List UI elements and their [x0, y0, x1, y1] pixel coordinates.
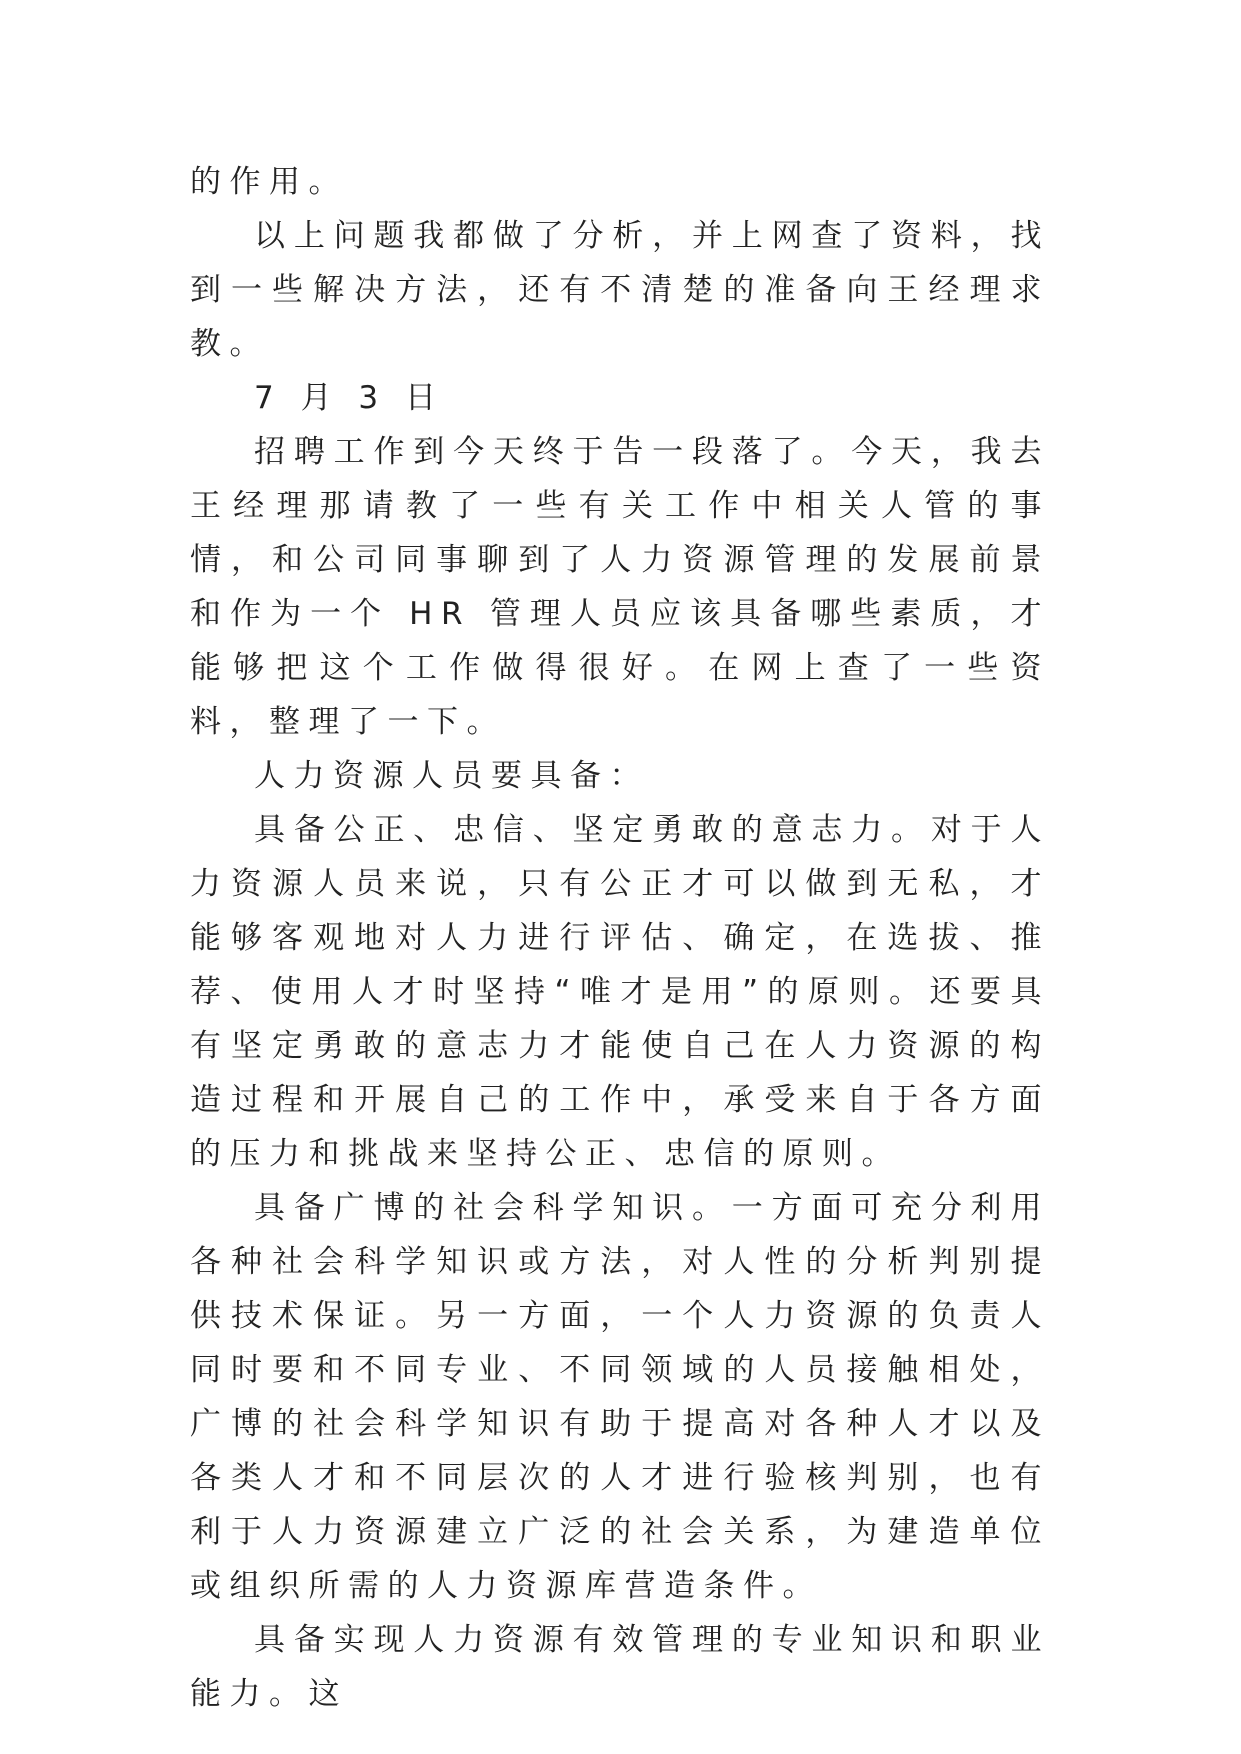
document-body: [190, 155, 1050, 1721]
paragraph: 人力资源人员要具备：: [254, 758, 649, 794]
paragraph: 具备实现人力资源有效管理的专业知识和职业能力。这: [190, 1622, 1050, 1712]
paragraph: 具备广博的社会科学知识。一方面可充分利用各种社会科学知识或方法，对人性的分析判别提供技术保证。另一方面，一个人力资源的负责人同时要和不同专业、不同领域的人员接触相处，广博的社会科学知识有助于提高对各种人才以及各类人才和不同层次的人才进行验核判别，也有利于人力资源建立广泛的社会关系，为建造单位或组织所需的人力资源库营造条件。: [190, 1190, 1050, 1604]
paragraph: 具备公正、忠信、坚定勇敢的意志力。对于人力资源人员来说，只有公正才可以做到无私，才能够客观地对人力进行评估、确定，在选拔、推荐、使用人才时坚持“唯才是用”的原则。还要具有坚定勇敢的意志力才能使自己在人力资源的构造过程和开展自己的工作中，承受来自于各方面的压力和挑战来坚持公正、忠信的原则。: [190, 812, 1050, 1172]
paragraph: 以上问题我都做了分析，并上网查了资料，找到一些解决方法，还有不清楚的准备向王经理求教。: [190, 218, 1050, 362]
paragraph: 招聘工作到今天终于告一段落了。今天，我去王经理那请教了一些有关工作中相关人管的事情，和公司同事聊到了人力资源管理的发展前景和作为一个 HR 管理人员应该具备哪些素质，才能够把这个工作做得很好。在网上查了一些资料，整理了一下。: [190, 434, 1050, 740]
date-heading: 7 月 3 日: [254, 380, 445, 416]
paragraph: 的作用。: [190, 164, 348, 200]
